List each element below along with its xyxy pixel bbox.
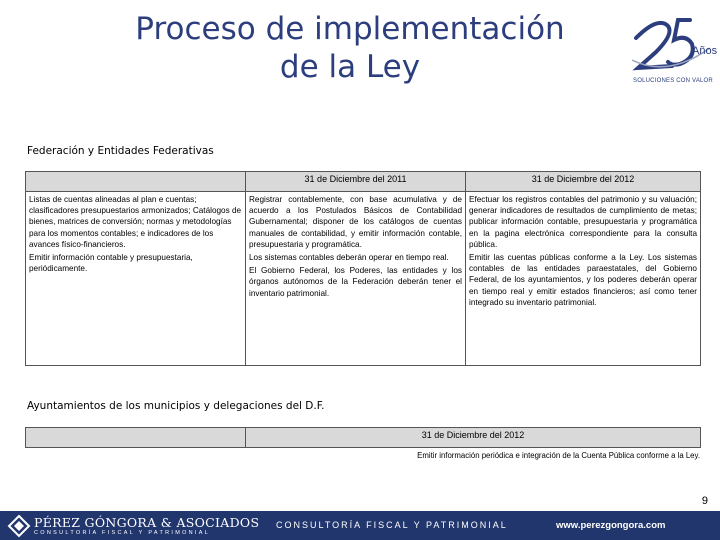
- years-text: Años: [692, 45, 718, 57]
- footer-center-text: CONSULTORÍA FISCAL Y PATRIMONIAL: [276, 520, 508, 530]
- firm-logo-icon: [8, 515, 30, 537]
- twenty-five-years-icon: [628, 8, 718, 80]
- deadline-2011-paragraph: Registrar contablemente, con base acumulativa y de acuerdo a los Postulados Básicos de Contabilidad Gubernamental; disponer de los catálogos de cuentas manuales de contabilidad, y emitir información contable, presupuestaria y programática.: [249, 195, 462, 249]
- deadline-2011-paragraph: Los sistemas contables deberán operar en tiempo real.: [249, 253, 449, 263]
- website-link[interactable]: www.perezgongora.com: [556, 520, 666, 531]
- section1-label: Federación y Entidades Federativas: [27, 145, 214, 157]
- logo-tagline: SOLUCIONES CON VALOR: [633, 78, 713, 84]
- requirements-cell: [26, 192, 246, 366]
- anniversary-logo: [628, 8, 718, 90]
- title-line-2: de la Ley: [279, 49, 421, 85]
- municipal-header-2012: 31 de Diciembre del 2012: [246, 428, 701, 448]
- header-2012: 31 de Diciembre del 2012: [466, 172, 701, 192]
- header-blank-cell: [26, 172, 246, 192]
- municipal-blank-cell: [26, 428, 246, 448]
- title-line-1: Proceso de implementación: [135, 11, 565, 47]
- municipal-note: Emitir información periódica e integración de la Cuenta Pública conforme a la Ley.: [417, 451, 700, 460]
- deadline-2012-cell: [466, 192, 701, 366]
- firm-subtitle: CONSULTORÍA FISCAL Y PATRIMONIAL: [34, 530, 211, 536]
- requirement-paragraph: Listas de cuentas alineadas al plan e cuentas; clasificadores presupuestarios armonizados; Catálogos de bienes, matrices de conversión; normas y metodologías para los momentos contables; e indicadores de los avances físico-financieros.: [29, 195, 242, 249]
- requirement-paragraph: Emitir información contable y presupuestaria, periódicamente.: [29, 253, 193, 274]
- deadline-2012-paragraph: Emitir las cuentas públicas conforme a la Ley. Los sistemas contables de las entidades paraestatales, del Gobierno Federal, de los ayuntamientos, y los poderes deberán operar en tiempo real y emitir estados financieros; así como tener integrado su inventario patrimonial.: [469, 253, 697, 307]
- municipal-table: [25, 427, 701, 448]
- deadline-2011-paragraph: El Gobierno Federal, los Poderes, las entidades y los órganos autónomos de la Federación deberán tener el inventario patrimonial.: [249, 266, 462, 298]
- page-title: [100, 10, 600, 86]
- deadline-2012-paragraph: Efectuar los registros contables del patrimonio y su valuación; generar indicadores de resultados de cumplimiento de metas; publicar información contable, presupuestaria y programática en la pagina electrónica correspondiente para la consulta pública.: [469, 195, 697, 249]
- footer-bar: [0, 511, 720, 540]
- deadline-2011-cell: [246, 192, 466, 366]
- page-number: 9: [701, 495, 708, 507]
- header-2011: 31 de Diciembre del 2011: [246, 172, 466, 192]
- firm-name: PÉREZ GÓNGORA & ASOCIADOS: [34, 515, 260, 530]
- federation-table: [25, 171, 701, 366]
- section2-label: Ayuntamientos de los municipios y delegaciones del D.F.: [27, 400, 325, 412]
